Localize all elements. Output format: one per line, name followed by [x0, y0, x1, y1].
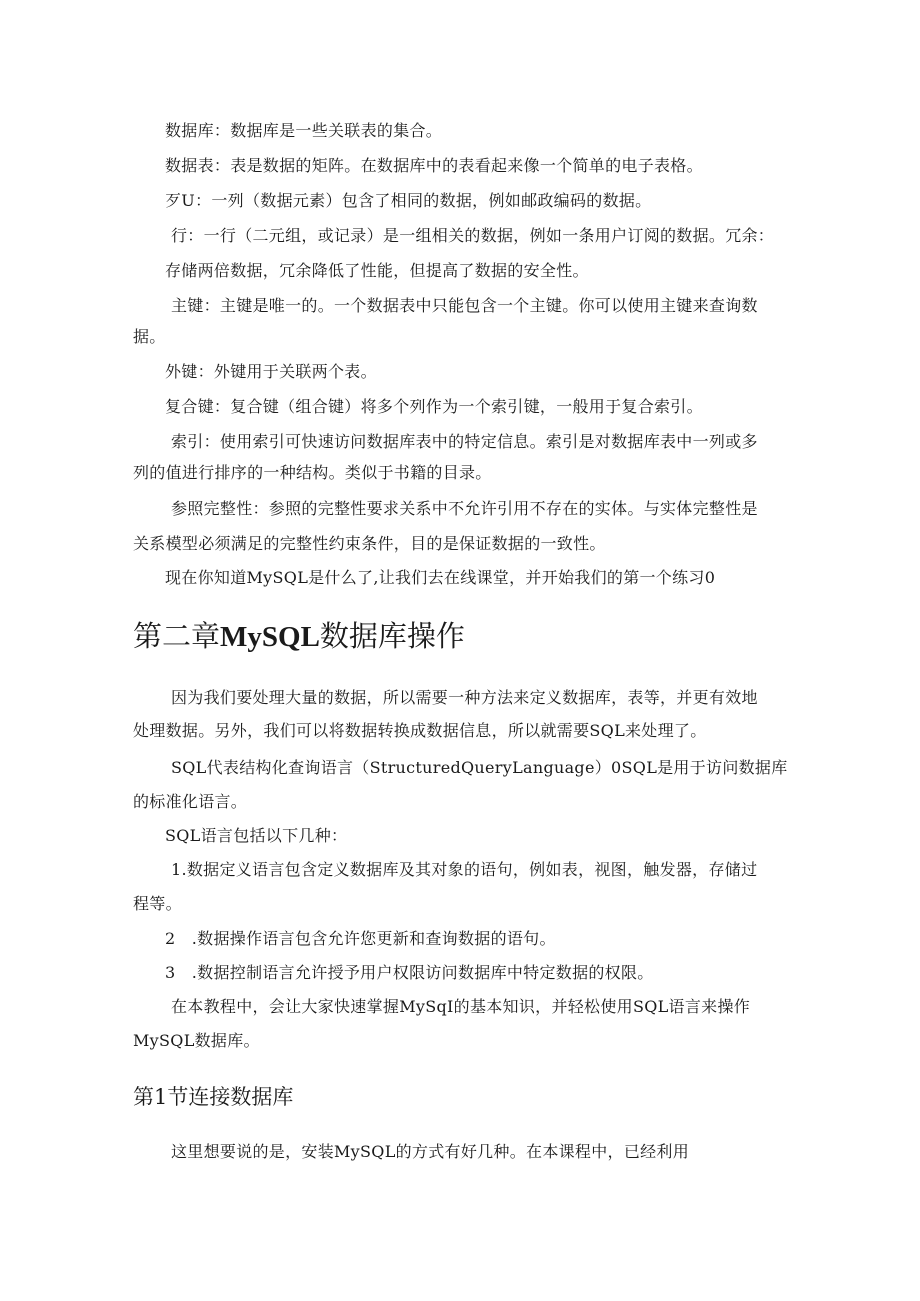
- intro-closing-line: 现在你知道MySQL是什么了,让我们去在线课堂，并开始我们的第一个练习0: [165, 568, 716, 587]
- chapter-paragraph-2-cont: 的标准化语言。: [133, 792, 248, 811]
- definition-foreign-key: 外键：外键用于关联两个表。: [165, 362, 377, 381]
- chapter-paragraph-4: 在本教程中，会让大家快速掌握MySqI的基本知识，并轻松使用SQL语言来操作: [171, 997, 751, 1016]
- section-title: 第1节连接数据库: [133, 1085, 294, 1109]
- definition-index: 索引：使用索引可快速访问数据库表中的特定信息。索引是对数据库表中一列或多: [171, 432, 758, 451]
- definition-referential-integrity: 参照完整性：参照的完整性要求关系中不允许引用不存在的实体。与实体完整性是: [171, 499, 758, 518]
- chapter-title-suffix: 数据库操作: [319, 619, 465, 653]
- definition-database: 数据库：数据库是一些关联表的集合。: [165, 121, 443, 140]
- definition-primary-key-cont: 据。: [133, 327, 166, 346]
- chapter-title-prefix: 第二章: [133, 619, 221, 653]
- definition-referential-integrity-cont: 关系模型必须满足的完整性约束条件，目的是保证数据的一致性。: [133, 534, 606, 553]
- list-item-dcl: 3 .数据控制语言允许授予用户权限访问数据库中特定数据的权限。: [165, 963, 654, 982]
- definition-redundancy: 存储两倍数据，冗余降低了性能，但提高了数据的安全性。: [165, 261, 589, 280]
- chapter-paragraph-3: SQL语言包括以下几种：: [165, 826, 348, 845]
- section-paragraph-1: 这里想要说的是，安装MySQL的方式有好几种。在本课程中，已经利用: [171, 1142, 690, 1161]
- list-item-ddl: 1.数据定义语言包含定义数据库及其对象的语句，例如表，视图，触发器，存储过: [171, 860, 758, 879]
- definition-index-cont: 列的值进行排序的一种结构。类似于书籍的目录。: [133, 463, 492, 482]
- definition-row: 行：一行（二元组，或记录）是一组相关的数据，例如一条用户订阅的数据。冗余：: [171, 226, 775, 245]
- chapter-paragraph-2: SQL代表结构化查询语言（StructuredQueryLanguage）0SQL是用于访问数据库: [171, 758, 788, 777]
- definition-table: 数据表：表是数据的矩阵。在数据库中的表看起来像一个简单的电子表格。: [165, 156, 703, 175]
- definition-column: 歹U：一列（数据元素）包含了相同的数据，例如邮政编码的数据。: [165, 191, 652, 210]
- chapter-title: [133, 618, 465, 655]
- chapter-paragraph-1-cont: 处理数据。另外，我们可以将数据转换成数据信息，所以就需要SQL来处理了。: [133, 721, 707, 740]
- definition-composite-key: 复合键：复合键（组合键）将多个列作为一个索引键，一般用于复合索引。: [165, 397, 703, 416]
- chapter-paragraph-4-cont: MySQL数据库。: [133, 1031, 260, 1050]
- list-item-dml: 2 .数据操作语言包含允许您更新和查询数据的语句。: [165, 929, 556, 948]
- definition-primary-key: 主键：主键是唯一的。一个数据表中只能包含一个主键。你可以使用主键来查询数: [171, 296, 758, 315]
- chapter-title-latin: MySQL: [220, 621, 320, 653]
- list-item-ddl-cont: 程等。: [133, 894, 182, 913]
- chapter-paragraph-1: 因为我们要处理大量的数据，所以需要一种方法来定义数据库，表等，并更有效地: [171, 688, 758, 707]
